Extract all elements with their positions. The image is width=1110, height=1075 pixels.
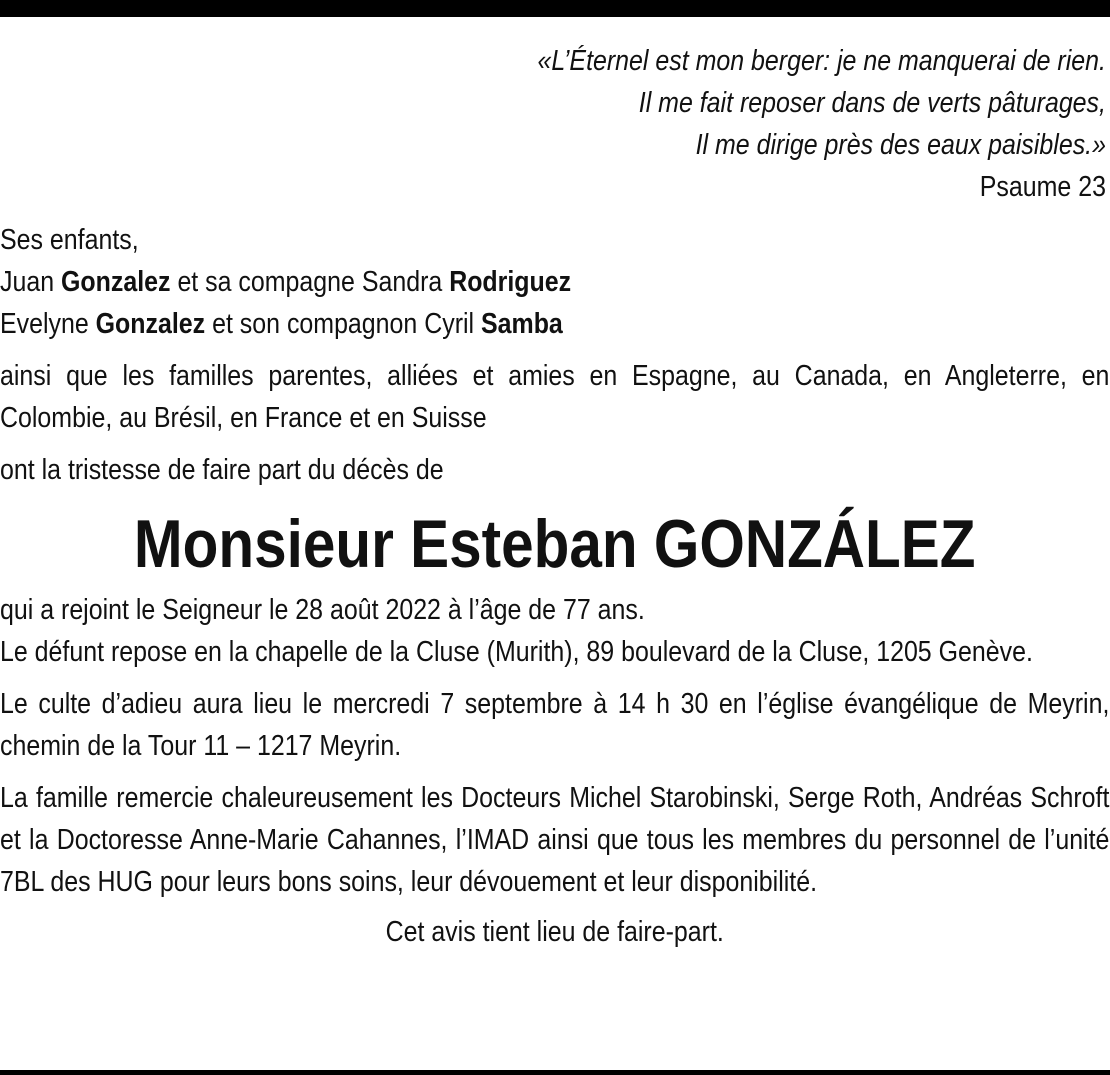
family-member <box>0 261 1109 303</box>
psalm-line: «L’Éternel est mon berger: je ne manquerai de rien. <box>537 45 1106 77</box>
announcement-text: ont la tristesse de faire part du décès de <box>0 454 444 486</box>
relatives-paragraph: ainsi que les familles parentes, alliées et amies en Espagne, au Canada, en Angleterre, en Colombie, au Brésil, en France et en Suisse <box>0 360 1110 434</box>
first-name: Evelyne <box>0 308 96 340</box>
first-name: Juan <box>0 266 62 298</box>
psalm-reference: Psaume 23 <box>979 171 1106 203</box>
top-rule <box>0 0 1110 17</box>
last-name: Gonzalez <box>95 308 206 340</box>
service-details: Le culte d’adieu aura lieu le mercredi 7 septembre à 14 h 30 en l’église évangélique de Meyrin, chemin de la Tour 11 – 1217 Meyrin. <box>0 688 1110 762</box>
bottom-rule <box>0 1070 1110 1075</box>
last-name: Gonzalez <box>61 266 171 298</box>
psalm-line: Il me dirige près des eaux paisibles.» <box>695 129 1106 161</box>
obituary-notice <box>0 40 1109 953</box>
psalm-quote <box>0 40 1109 166</box>
resting-place: Le défunt repose en la chapelle de la Cluse (Murith), 89 boulevard de la Cluse, 1205 Genève. <box>0 636 1033 668</box>
psalm-line: Il me fait reposer dans de verts pâturages, <box>638 87 1106 119</box>
relation-text: et sa compagne Sandra <box>170 266 450 298</box>
family-list <box>0 219 1109 345</box>
last-name: Samba <box>481 308 563 340</box>
deceased-name: Monsieur Esteban GONZÁLEZ <box>133 506 976 582</box>
death-details: qui a rejoint le Seigneur le 28 août 2022 à l’âge de 77 ans. <box>0 594 645 626</box>
relation-text: et son compagnon Cyril <box>205 308 482 340</box>
family-member <box>0 303 1109 345</box>
family-intro: Ses enfants, <box>0 224 139 256</box>
closing-note: Cet avis tient lieu de faire-part. <box>385 916 724 948</box>
last-name: Rodriguez <box>449 266 572 298</box>
thanks-paragraph: La famille remercie chaleureusement les Docteurs Michel Starobinski, Serge Roth, Andréas Schroft et la Doctoresse Anne-Marie Cahannes, l’IMAD ainsi que tous les membres du personnel de l’unité 7BL des HUG pour leurs bons soins, leur dévouement et leur disponibilité. <box>0 782 1110 898</box>
